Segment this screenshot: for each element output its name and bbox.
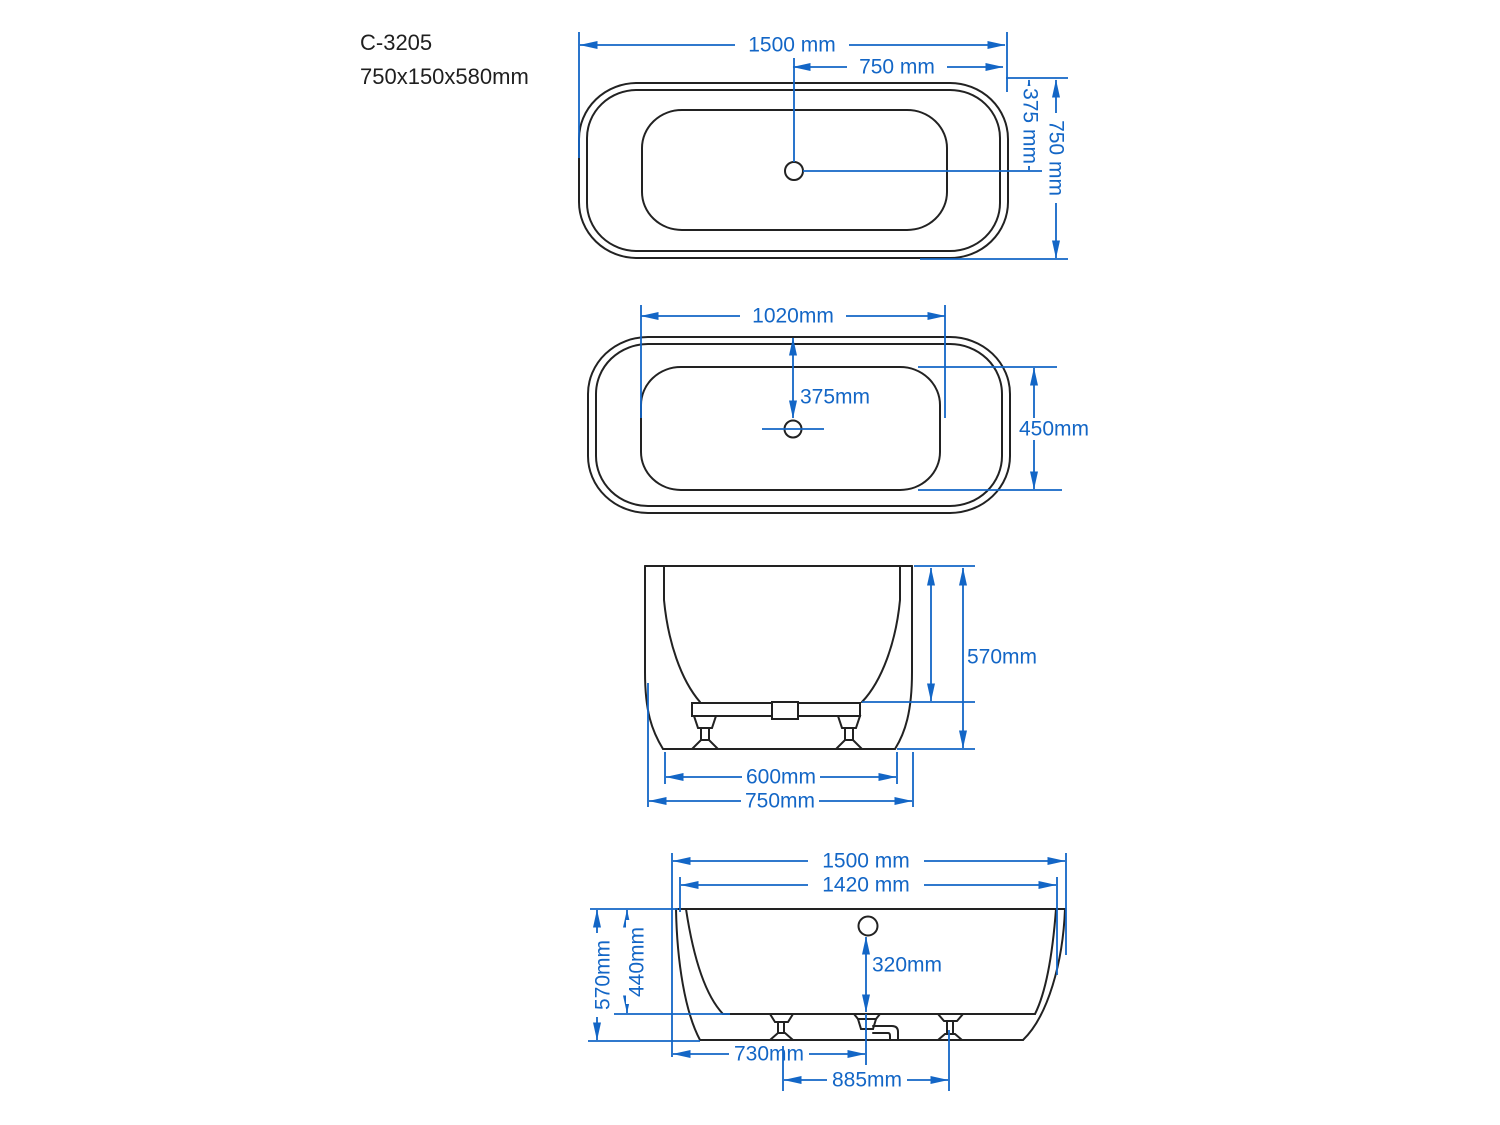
right-foot-stem [947,1021,953,1035]
support-rail-right [798,703,860,716]
overflow-hole [859,917,878,936]
dim-label-half-width: 375 mm [1018,88,1042,164]
outer-profile-right [895,566,912,749]
dim-label-basin-depth: 440mm [625,926,649,998]
outer-profile-right [1023,909,1065,1040]
basin-curve-right [862,566,900,702]
dim-label-width: 750 mm [1044,120,1068,196]
left-leg-cap [694,716,716,728]
right-foot-cap [938,1014,963,1021]
basin-plan-view [588,305,1094,514]
end-elevation-dimensions [648,566,1037,813]
end-elevation-view [645,566,1037,813]
basin-plan-dimensions [641,305,1094,491]
end-elevation-outline [645,566,912,749]
basin-curve-left [686,909,723,1014]
side-elevation-view [588,850,1066,1092]
right-leg-cap [838,716,860,728]
side-elevation-dimensions [588,850,1066,1092]
model-number: C-3205 [360,30,433,55]
dim-label-basin-length: 1020mm [752,304,834,328]
title-block [360,30,529,89]
dim-label-drain-height: 320mm [872,953,943,977]
center-bracket [772,702,798,719]
left-foot-base [770,1033,793,1040]
basin-curve-left [664,566,700,702]
right-leg-foot [836,740,862,749]
dim-label-leg-spacing: 885mm [831,1068,903,1092]
dim-label-drain-offset: 375mm [800,385,871,409]
dim-label-length: 1500 mm [748,33,836,57]
left-leg-foot [692,740,718,749]
basin-plan-outline [588,337,1010,513]
basin-curve-right [1035,909,1056,1014]
dim-label-overall-width: 750mm [744,789,816,813]
dim-label-base-width: 600mm [745,765,817,789]
outer-profile-left [676,909,700,1040]
support-rail-left [692,703,772,716]
end-elevation-frame [692,702,862,749]
dim-label-basin-width: 450mm [1018,417,1090,441]
left-foot-cap [770,1014,793,1022]
drain-pipe-inner [873,1033,890,1040]
dim-label-drain-offset: 730mm [733,1042,805,1066]
dim-label-length: 1500 mm [822,849,910,873]
drain-body [858,1019,876,1029]
drain-hole [785,162,803,180]
plan-view [579,32,1068,259]
right-foot-base [938,1034,962,1040]
dim-label-height: 570mm [967,645,1038,669]
overall-size: 750x150x580mm [360,64,529,89]
dim-label-height: 570mm [591,939,615,1011]
dim-label-rim-length: 1420 mm [822,873,910,897]
tub-outer-rim [588,337,1010,513]
dim-label-half-length: 750 mm [859,55,935,79]
